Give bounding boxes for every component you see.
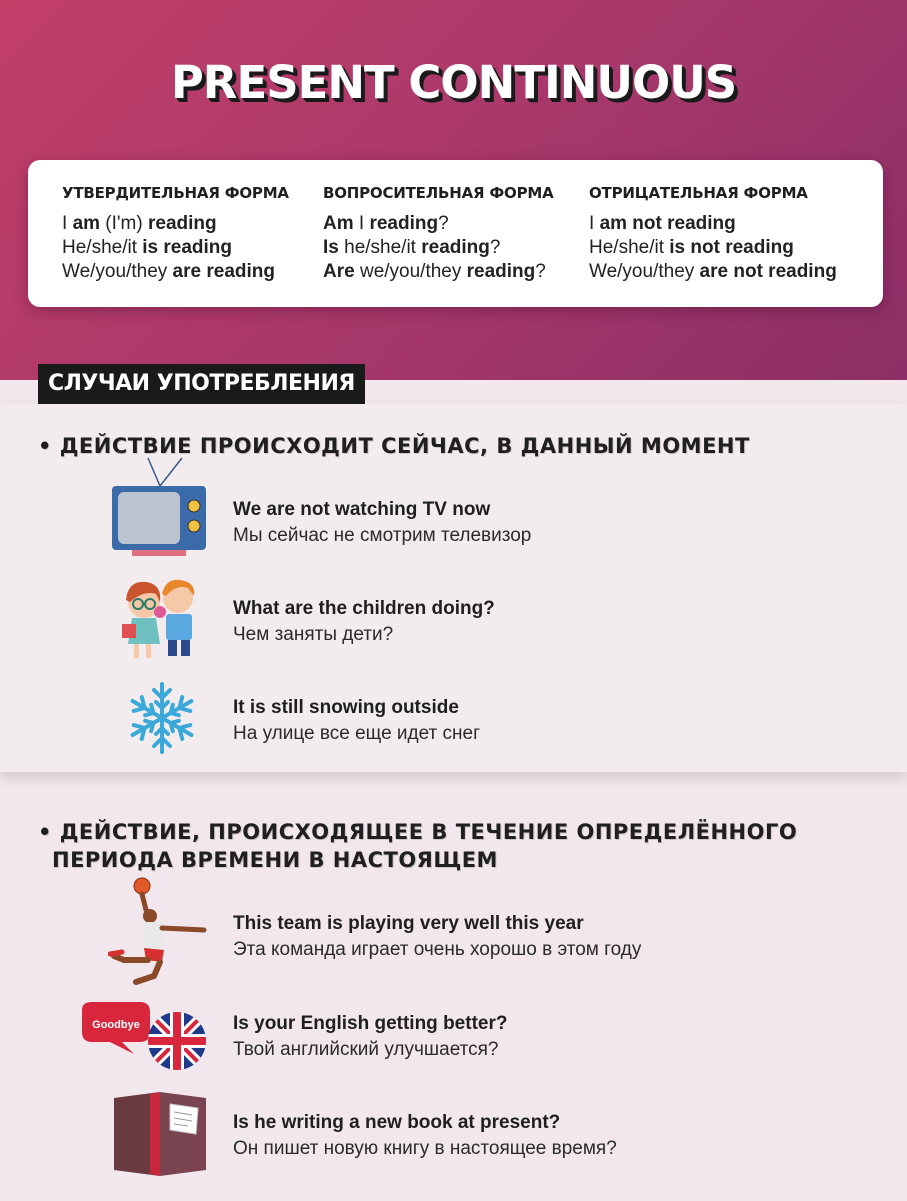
example-english: It is still snowing outside — [233, 697, 459, 718]
section1-heading: • ДЕЙСТВИЕ ПРОИСХОДИТ СЕЙЧАС, В ДАННЫЙ МОМЕНТ — [38, 434, 750, 458]
example-russian: Чем заняты дети? — [233, 624, 394, 645]
form-line — [62, 212, 289, 236]
bold-segment: am not reading — [599, 213, 736, 234]
text-segment: We/you/they — [62, 261, 173, 282]
example-english: We are not watching TV now — [233, 499, 491, 520]
bold-segment: reading — [466, 261, 536, 282]
text-segment: ? — [535, 261, 546, 282]
example — [233, 1110, 617, 1162]
form-line — [589, 212, 837, 236]
form-line — [589, 236, 837, 260]
example-english: Is he writing a new book at present? — [233, 1112, 561, 1133]
form-line — [323, 236, 554, 260]
form-line — [323, 260, 554, 284]
basketball-player-icon — [108, 876, 212, 986]
form-line — [62, 260, 289, 284]
example — [233, 695, 480, 747]
text-segment: he/she/it — [338, 237, 422, 258]
example-english: What are the children doing? — [233, 598, 495, 619]
text-segment: we/you/they — [354, 261, 467, 282]
example-russian: Мы сейчас не смотрим телевизор — [233, 525, 532, 546]
bold-segment: Is — [323, 237, 339, 258]
form-heading: ОТРИЦАТЕЛЬНАЯ ФОРМА — [589, 184, 808, 202]
text-segment: We/you/they — [589, 261, 700, 282]
example-russian: На улице все еще идет снег — [233, 723, 481, 744]
example-russian: Он пишет новую книгу в настоящее время? — [233, 1138, 617, 1159]
text-segment: I — [589, 213, 600, 234]
example-russian: Эта команда играет очень хорошо в этом году — [233, 939, 642, 960]
text-segment: He/she/it — [62, 237, 143, 258]
negative-form — [589, 184, 837, 284]
example-english: Is your English getting better? — [233, 1013, 508, 1034]
tv-icon — [108, 456, 212, 560]
example — [233, 497, 531, 549]
example-russian: Твой английский улучшается? — [233, 1039, 499, 1060]
form-line — [323, 212, 554, 236]
form-heading: ВОПРОСИТЕЛЬНАЯ ФОРМА — [323, 184, 554, 202]
children-icon — [116, 572, 206, 666]
bold-segment: reading — [421, 237, 490, 258]
text-segment: He/she/it — [589, 237, 670, 258]
section2-heading — [38, 818, 797, 874]
example — [233, 911, 641, 963]
uk-flag-icon — [146, 1010, 208, 1072]
interrogative-form — [323, 184, 554, 284]
text-segment: I — [62, 213, 73, 234]
form-line — [589, 260, 837, 284]
form-line — [62, 236, 289, 260]
bold-segment: are reading — [172, 261, 275, 282]
bold-segment: is not reading — [669, 237, 794, 258]
bubble-text: Goodbye — [92, 1019, 140, 1031]
example — [233, 1011, 507, 1063]
text-segment: I — [353, 213, 370, 234]
bold-segment: Are — [323, 261, 355, 282]
bold-segment: am — [72, 213, 101, 234]
text-segment: ? — [489, 237, 501, 258]
section2-heading-line2: ПЕРИОДА ВРЕМЕНИ В НАСТОЯЩЕМ — [52, 848, 498, 872]
text-segment: ? — [438, 213, 449, 234]
bold-segment: reading — [369, 213, 439, 234]
page-title: PRESENT CONTINUOUS — [170, 56, 737, 109]
affirmative-form — [62, 184, 289, 284]
snowflake-icon — [124, 680, 200, 756]
forms-card — [28, 160, 883, 307]
bold-segment: Am — [323, 213, 354, 234]
bold-segment: is reading — [142, 237, 233, 258]
book-icon — [110, 1090, 210, 1180]
bold-segment: reading — [147, 213, 217, 234]
usage-label: СЛУЧАИ УПОТРЕБЛЕНИЯ — [38, 364, 365, 404]
section2-heading-line1: • ДЕЙСТВИЕ, ПРОИСХОДЯЩЕЕ В ТЕЧЕНИЕ ОПРЕДЕЛЁННОГО — [38, 820, 798, 844]
example-english: This team is playing very well this year — [233, 913, 584, 934]
bold-segment: are not reading — [699, 261, 837, 282]
form-heading: УТВЕРДИТЕЛЬНАЯ ФОРМА — [62, 184, 289, 202]
text-segment: (I'm) — [100, 213, 148, 234]
example — [233, 596, 495, 648]
